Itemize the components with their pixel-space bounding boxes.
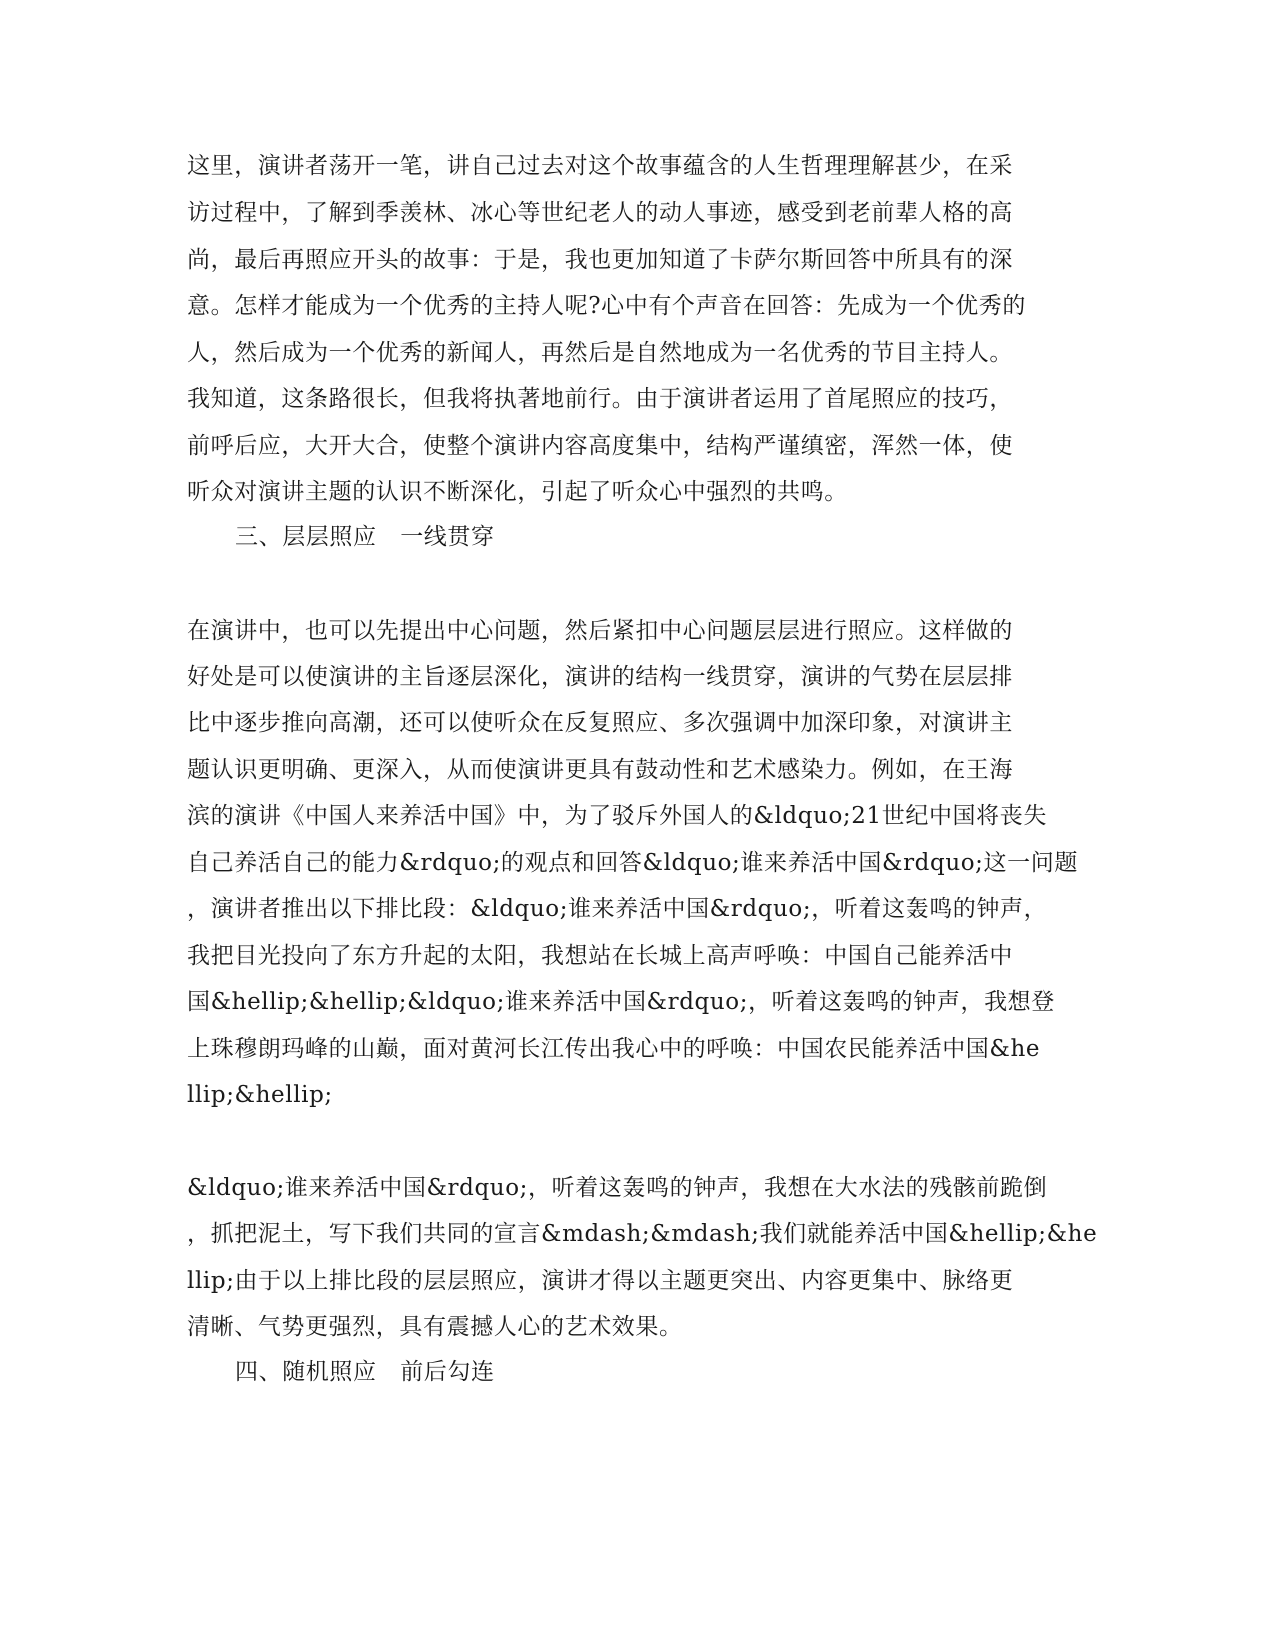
- section-heading-3: 三、层层照应 一线贯穿: [235, 524, 495, 550]
- paragraph-1-line-8: 听众对演讲主题的认识不断深化，引起了听众心中强烈的共鸣。: [187, 479, 848, 505]
- paragraph-1-line-5: 人，然后成为一个优秀的新闻人，再然后是自然地成为一名优秀的节目主持人。: [187, 340, 1013, 366]
- paragraph-1-line-7: 前呼后应，大开大合，使整个演讲内容高度集中，结构严谨缜密，浑然一体，使: [187, 433, 1013, 459]
- paragraph-1-line-1: 这里，演讲者荡开一笔，讲自己过去对这个故事蕴含的人生哲理理解甚少，在采: [187, 153, 1013, 179]
- paragraph-2-line-1: 在演讲中，也可以先提出中心问题，然后紧扣中心问题层层进行照应。这样做的: [187, 618, 1013, 644]
- paragraph-2-line-11: llip;&hellip;: [187, 1082, 333, 1108]
- paragraph-2-line-10: 上珠穆朗玛峰的山巅，面对黄河长江传出我心中的呼唤：中国农民能养活中国&he: [187, 1036, 1041, 1062]
- paragraph-3-line-3: llip;由于以上排比段的层层照应，演讲才得以主题更突出、内容更集中、脉络更: [187, 1268, 1014, 1294]
- paragraph-2-line-7: ，演讲者推出以下排比段：&ldquo;谁来养活中国&rdquo;，听着这轰鸣的钟声，: [187, 896, 1048, 922]
- paragraph-2-line-5: 滨的演讲《中国人来养活中国》中，为了驳斥外国人的&ldquo;21世纪中国将丧失: [187, 803, 1047, 829]
- paragraph-1-line-4: 意。怎样才能成为一个优秀的主持人呢?心中有个声音在回答：先成为一个优秀的: [187, 293, 1026, 319]
- paragraph-3-line-2: ，抓把泥土，写下我们共同的宣言&mdash;&mdash;我们就能养活中国&hellip;&he: [187, 1221, 1098, 1247]
- paragraph-2-line-6: 自己养活自己的能力&rdquo;的观点和回答&ldquo;谁来养活中国&rdquo;这一问题: [187, 850, 1078, 876]
- section-heading-4: 四、随机照应 前后勾连: [235, 1359, 495, 1385]
- paragraph-3-line-4: 清晰、气势更强烈，具有震撼人心的艺术效果。: [187, 1314, 683, 1340]
- paragraph-3-line-1: &ldquo;谁来养活中国&rdquo;，听着这轰鸣的钟声，我想在大水法的残骸前跪倒: [187, 1175, 1048, 1201]
- paragraph-2-line-3: 比中逐步推向高潮，还可以使听众在反复照应、多次强调中加深印象，对演讲主: [187, 710, 1013, 736]
- paragraph-1-line-6: 我知道，这条路很长，但我将执著地前行。由于演讲者运用了首尾照应的技巧，: [187, 386, 1013, 412]
- paragraph-1-line-2: 访过程中，了解到季羡林、冰心等世纪老人的动人事迹，感受到老前辈人格的高: [187, 200, 1013, 226]
- paragraph-2-line-2: 好处是可以使演讲的主旨逐层深化，演讲的结构一线贯穿，演讲的气势在层层排: [187, 664, 1013, 690]
- paragraph-2-line-8: 我把目光投向了东方升起的太阳，我想站在长城上高声呼唤：中国自己能养活中: [187, 943, 1013, 969]
- paragraph-2-line-4: 题认识更明确、更深入，从而使演讲更具有鼓动性和艺术感染力。例如，在王海: [187, 757, 1013, 783]
- paragraph-2-line-9: 国&hellip;&hellip;&ldquo;谁来养活中国&rdquo;，听着这轰鸣的钟声，我想登: [187, 989, 1055, 1015]
- paragraph-1-line-3: 尚，最后再照应开头的故事：于是，我也更加知道了卡萨尔斯回答中所具有的深: [187, 247, 1013, 273]
